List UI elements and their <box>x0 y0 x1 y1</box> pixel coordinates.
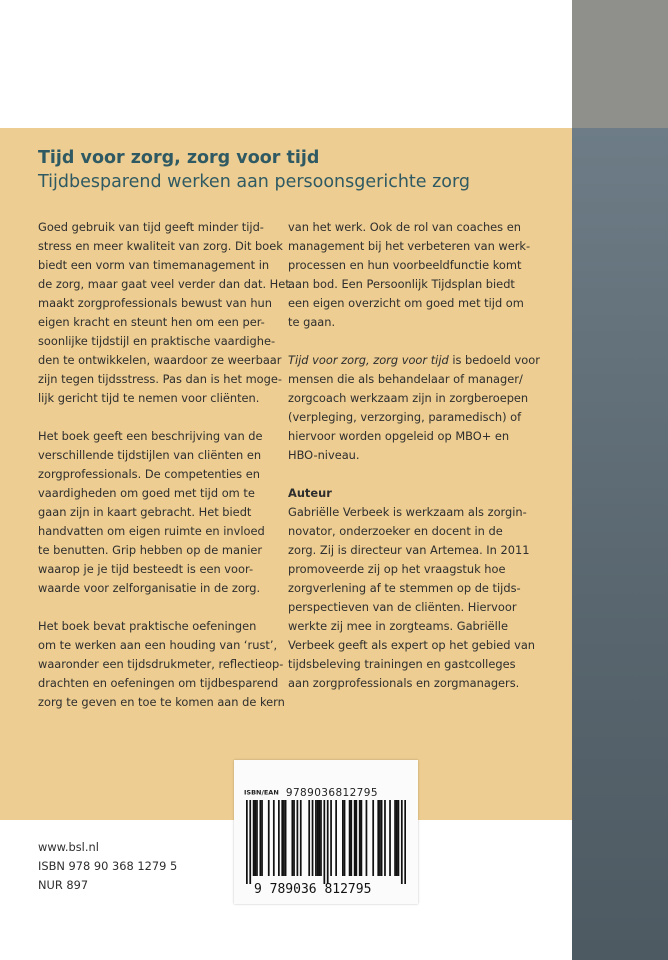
barcode-bar <box>259 800 261 876</box>
barcode-bar <box>396 800 398 876</box>
text-line: management bij het verbeteren van werk- <box>288 239 531 253</box>
barcode-bar <box>372 800 374 876</box>
barcode-bar <box>389 800 391 876</box>
barcode-bar <box>281 800 283 876</box>
paragraph-tijdstijlen <box>38 427 290 598</box>
isbn-ean-label: ISBN/EAN <box>244 788 279 797</box>
barcode-bar <box>342 800 344 876</box>
barcode-bar <box>335 800 337 876</box>
book-subtitle: Tijdbesparend werken aan persoonsgerichte zorg <box>38 172 470 192</box>
barcode-bar <box>297 800 299 876</box>
text-line: Verbeek geeft als expert op het gebied van <box>288 638 536 652</box>
barcode-bar <box>249 800 251 884</box>
text-line: hiervoor worden opgeleid op MBO+ en <box>288 429 510 443</box>
barcode-bar <box>366 800 368 876</box>
doelgroep-first-line <box>288 351 556 370</box>
isbn-ean-number: 9789036812795 <box>285 786 378 799</box>
isbn-text: ISBN 978 90 368 1279 5 <box>38 859 178 873</box>
book-title-italic: Tijd voor zorg, zorg voor tijd <box>288 353 449 367</box>
text-line: te gaan. <box>288 315 336 329</box>
text-line: mensen die als behandelaar of manager/ <box>288 372 523 386</box>
text-line: (verpleging, verzorging, paramedisch) of <box>288 410 522 424</box>
book-title: Tijd voor zorg, zorg voor tijd <box>38 148 320 168</box>
barcode-bar <box>268 800 270 876</box>
spine-strip-top <box>572 0 668 128</box>
text-line: handvatten om eigen ruimte en invloed <box>38 524 265 538</box>
text-line: Het boek geeft een beschrijving van de <box>38 429 263 443</box>
text-line: een eigen overzicht om goed met tijd om <box>288 296 524 310</box>
paragraph-auteur <box>288 503 556 693</box>
text-line: novator, onderzoeker en docent in de <box>288 524 503 538</box>
barcode-bar <box>381 800 383 876</box>
text-line: promoveerde zij op het vraagstuk hoe <box>288 562 506 576</box>
text-line: processen en hun voorbeeldfunctie komt <box>288 258 522 272</box>
barcode-bar <box>312 800 314 876</box>
text-line: zorgprofessionals. De competenties en <box>38 467 260 481</box>
text-line: gaan zijn in kaart gebracht. Het biedt <box>38 505 252 519</box>
text-line: maakt zorgprofessionals bewust van hun <box>38 296 272 310</box>
text-line: Gabriëlle Verbeek is werkzaam als zorgin- <box>288 505 527 519</box>
barcode-bar <box>401 800 403 884</box>
barcode-bar <box>323 800 325 884</box>
barcode-bar <box>320 800 322 876</box>
text-line: werkte zij mee in zorgteams. Gabriëlle <box>288 619 508 633</box>
paragraph-doelgroep <box>288 351 556 465</box>
text-line: van het werk. Ook de rol van coaches en <box>288 220 521 234</box>
nur-text: NUR 897 <box>38 878 89 892</box>
text-line: zorgcoach werkzaam zijn in zorgberoepen <box>288 391 529 405</box>
text-line: waaronder een tijdsdrukmeter, reflectieop- <box>38 657 284 671</box>
right-column <box>288 218 556 693</box>
website-link[interactable]: www.bsl.nl <box>38 840 99 854</box>
barcode-bar <box>300 800 302 876</box>
barcode-bar <box>261 800 263 876</box>
text-line: den te ontwikkelen, waardoor ze weerbaar <box>38 353 282 367</box>
text-line: biedt een vorm van timemanagement in <box>38 258 270 272</box>
text-line: zorgverlening af te stemmen op de tijds- <box>288 581 521 595</box>
left-column <box>38 218 290 712</box>
doelgroep-first-rest: is bedoeld voor <box>448 353 540 367</box>
barcode-bar <box>256 800 258 876</box>
barcode-bar <box>349 800 351 876</box>
paragraph-oefeningen <box>38 617 290 712</box>
text-line: de zorg, maar gaat veel verder dan dat. Het <box>38 277 290 291</box>
publisher-info <box>38 838 177 895</box>
text-line: HBO-niveau. <box>288 448 360 462</box>
barcode-bar <box>354 800 356 876</box>
text-line: stress en meer kwaliteit van zorg. Dit boek <box>38 239 283 253</box>
text-line: aan bod. Een Persoonlijk Tijdsplan biedt <box>288 277 515 291</box>
barcode-bar <box>330 800 332 876</box>
barcode-bar <box>394 800 396 876</box>
text-line: Het boek bevat praktische oefeningen <box>38 619 257 633</box>
barcode-bar <box>355 800 357 876</box>
barcode-bar <box>291 800 293 876</box>
text-line: zorg. Zij is directeur van Artemea. In 2011 <box>288 543 530 557</box>
barcode-digits: 9 789036 812795 <box>254 882 372 897</box>
barcode-bar <box>398 800 400 876</box>
barcode-bar <box>350 800 352 876</box>
text-line: vaardigheden om goed met tijd om te <box>38 486 255 500</box>
barcode-bar <box>404 800 406 884</box>
text-line: eigen kracht en steunt hen om een per- <box>38 315 265 329</box>
top-white-band <box>0 0 572 128</box>
paragraph-intro <box>38 218 290 408</box>
barcode-bar <box>246 800 248 884</box>
author-heading: Auteur <box>288 486 332 500</box>
text-line: Goed gebruik van tijd geeft minder tijd- <box>38 220 264 234</box>
barcode-bar <box>278 800 280 876</box>
text-line: lijk gericht tijd te nemen voor cliënten. <box>38 391 260 405</box>
isbn-ean-line <box>244 782 378 801</box>
barcode-bar <box>308 800 310 876</box>
text-line: perspectieven van de cliënten. Hiervoor <box>288 600 517 614</box>
barcode-bar <box>318 800 320 876</box>
text-line: verschillende tijdstijlen van cliënten en <box>38 448 262 462</box>
spine-strip <box>572 128 668 960</box>
barcode-bar <box>379 800 381 876</box>
text-line: drachten en oefeningen om tijdbesparend <box>38 676 279 690</box>
barcode-bar <box>361 800 363 876</box>
text-line: waarop je je tijd besteedt is een voor- <box>38 562 254 576</box>
text-line: om te werken aan een houding van ‘rust’, <box>38 638 278 652</box>
paragraph-werk <box>288 218 556 332</box>
barcode-bar <box>317 800 319 876</box>
barcode-bar <box>327 800 329 884</box>
text-line: te benutten. Grip hebben op de manier <box>38 543 263 557</box>
barcode-bar <box>344 800 346 876</box>
barcode-bar <box>283 800 285 876</box>
text-line: waarde voor zelforganisatie in de zorg. <box>38 581 261 595</box>
text-line: zorg te geven en toe te komen aan de kern <box>38 695 285 709</box>
barcode-bar <box>254 800 256 876</box>
barcode-bar <box>293 800 295 876</box>
barcode-bar <box>315 800 317 876</box>
barcode-bar <box>377 800 379 876</box>
barcode-icon <box>246 800 406 884</box>
barcode-bar <box>384 800 386 876</box>
barcode-bar <box>359 800 361 876</box>
barcode-bar <box>285 800 287 876</box>
barcode-bar <box>273 800 275 876</box>
barcode-bar <box>253 800 255 876</box>
text-line: tijdsbeleving trainingen en gastcolleges <box>288 657 516 671</box>
text-line: soonlijke tijdstijl en praktische vaardighe- <box>38 334 276 348</box>
text-line: aan zorgprofessionals en zorgmanagers. <box>288 676 520 690</box>
text-line: zijn tegen tijdsstress. Pas dan is het moge- <box>38 372 283 386</box>
